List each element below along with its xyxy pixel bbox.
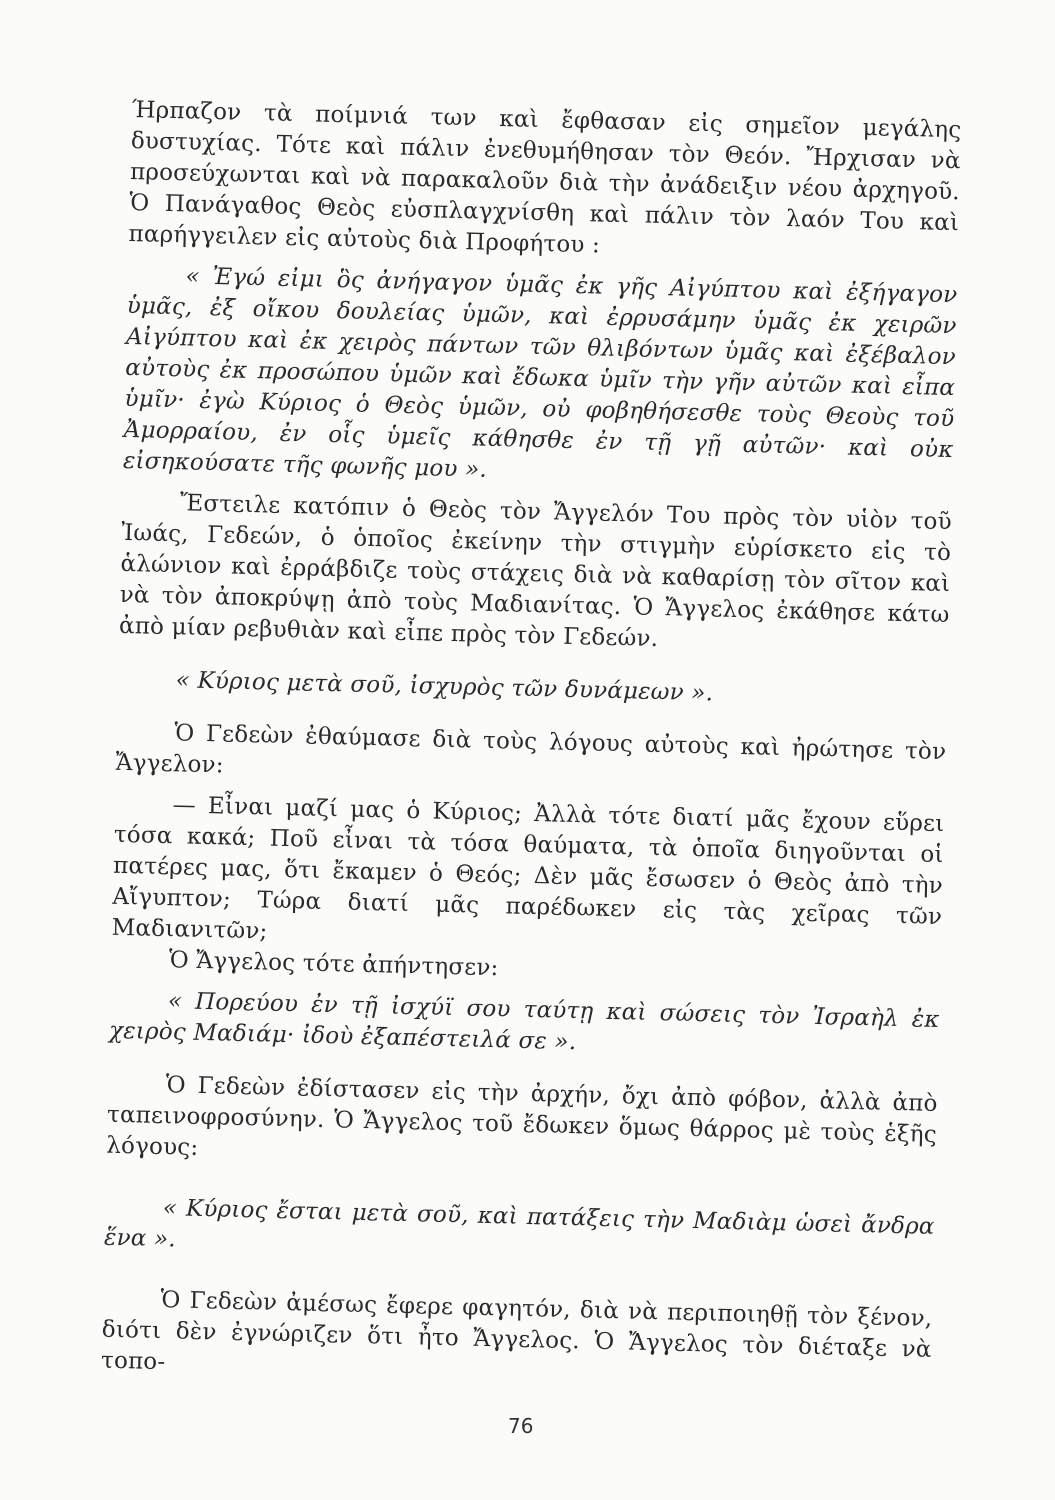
page-number: 76 [508,1414,534,1438]
quote-paragraph-4: « Κύριος ἔσται μετὰ σοῦ, καὶ πατάξεις τὴν Μαδιὰμ ὡσεὶ ἄνδρα ἕνα ». [103,1195,935,1253]
paragraph-1: Ήρπαζον τὰ ποίμνιά των καὶ ἔφθασαν εἰς σημεῖον μεγάλης δυστυχίας. Τότε καὶ πάλιν ἐνεθυμήθησαν τὸν Θεόν. Ἤρχισαν νὰ προσεύχωνται καὶ νὰ παρακαλοῦν διὰ τὴν ἀνάδειξιν νέου ἀρχηγοῦ. Ὁ Πανάγαθος Θεὸς εὐσπλαγχνίσθη καὶ πάλιν τὸν λαόν Του καὶ παρήγγειλεν εἰς αὐτοὺς διὰ Προφήτου : [128,96,962,259]
quote-paragraph-1: « Ἐγώ εἰμι ὃς ἀνήγαγον ὑμᾶς ἐκ γῆς Αἰγύπτου καὶ ἐξήγαγον ὑμᾶς, ἐξ οἴκου δουλείας ὑμῶν, καὶ ἐρρυσάμην ὑμᾶς ἐκ χειρῶν Αἰγύπτου καὶ ἐκ χειρὸς πάντων τῶν θλιβόντων ὑμᾶς καὶ ἐξέβαλον αὐτοὺς ἐκ προσώπου ὑμῶν καὶ ἔδωκα ὑμῖν τὴν γῆν αὐτῶν καὶ εἶπα ὑμῖν· ἐγὼ Κύριος ὁ Θεὸς ὑμῶν, οὐ φοβηθήσεσθε τοὺς Θεοὺς τοῦ Ἀμορραίου, ἐν οἷς ὑμεῖς κάθησθε ἐν τῇ γῇ αὐτῶν· καὶ οὐκ εἰσηκούσατε τῆς φωνῆς μου ». [122,263,958,483]
quote-paragraph-3: « Πορεύου ἐν τῇ ἰσχύϊ σου ταύτῃ καὶ σώσεις τὸν Ἰσραὴλ ἐκ χειρὸς Μαδιάμ· ἰδοὺ ἐξαπέστειλά σε ». [108,988,940,1056]
paragraph-3: Ὁ Γεδεὼν ἐθαύμασε διὰ τοὺς λόγους αὐτοὺς καὶ ἠρώτησε τὸν Ἄγγελον: [115,720,947,779]
quote-paragraph-2: « Κύριος μετὰ σοῦ, ἰσχυρὸς τῶν δυνάμεων ». [175,667,714,707]
dialogue-paragraph: — Εἶναι μαζί μας ὁ Κύριος; Ἀλλὰ τότε διατί μᾶς ἔχουν εὕρει τόσα κακά; Ποῦ εἶναι τὰ τόσα θαύματα, τὰ ὁποῖα διηγοῦνται οἱ πατέρες μας, ὅτι ἔκαμεν ὁ Θεός; Δὲν μᾶς ἔσωσεν ὁ Θεὸς ἀπὸ τὴν Αἴγυπτον; Τώρα διατί μᾶς παρέδωκεν εἰς τὰς χεῖρας τῶν Μαδιανιτῶν; [111,792,945,945]
paragraph-2: Ἔστειλε κατόπιν ὁ Θεὸς τὸν Ἄγγελόν Του πρὸς τὸν υἱὸν τοῦ Ἰωάς, Γεδεών, ὁ ὁποῖος ἐκείνην τὴν στιγμὴν εὑρίσκετο εἰς τὸ ἁλώνιον καὶ ἐρράβδιζε τοὺς στάχεις διὰ νὰ καθαρίσῃ τὸν σῖτον καὶ νὰ τὸν ἀποκρύψῃ ἀπὸ τοὺς Μαδιανίτας. Ὁ Ἄγγελος ἐκάθησε κάτω ἀπὸ μίαν ρεβυθιὰν καὶ εἶπε πρὸς τὸν Γεδεών. [118,490,953,653]
page-text [101,95,962,1397]
paragraph-4: Ὁ Ἄγγελος τότε ἀπήντησεν: [168,947,499,982]
paragraph-5: Ὁ Γεδεὼν ἐδίστασεν εἰς τὴν ἀρχήν, ὄχι ἀπὸ φόβον, ἀλλὰ ἀπὸ ταπεινοφροσύνην. Ὁ Ἄγγελος τοῦ ἔδωκεν ὅμως θάρρος μὲ τοὺς ἑξῆς λόγους: [106,1072,938,1161]
paragraph-6: Ὁ Γεδεὼν ἀμέσως ἔφερε φαγητόν, διὰ νὰ περιποιηθῇ τὸν ξένον, διότι δὲν ἐγνώριζεν ὅτι ἦτο Ἄγγελος. Ὁ Ἄγγελος τὸν διέταξε νὰ τοπο- [100,1287,933,1376]
